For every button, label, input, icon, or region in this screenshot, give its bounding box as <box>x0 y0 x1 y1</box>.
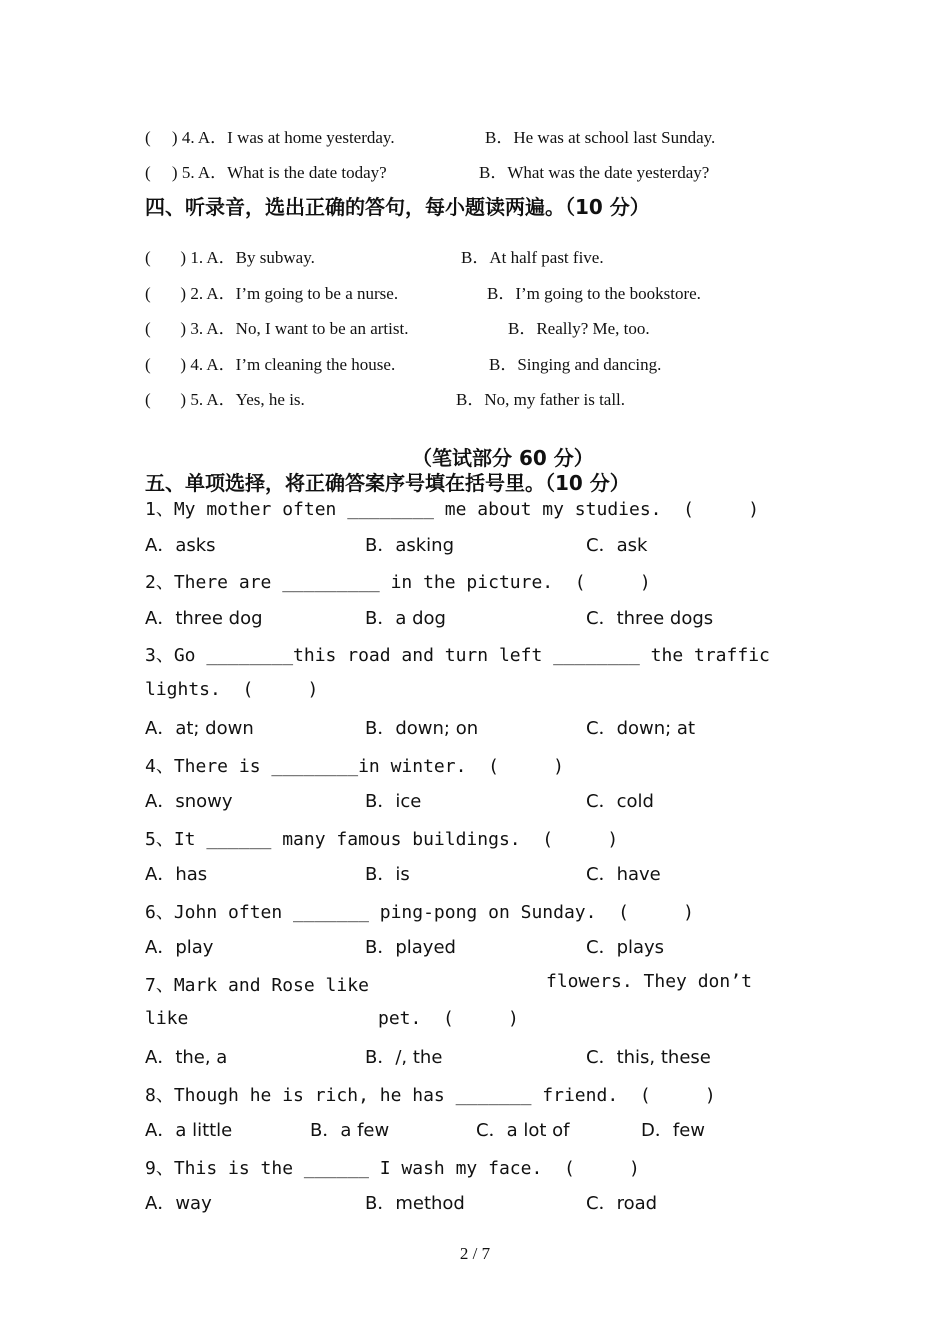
question-1: 1、My mother often ________ me about my studies. ( ) <box>145 499 760 520</box>
option-b: B．ice <box>365 791 422 812</box>
option-c: C．have <box>586 864 661 885</box>
option-a: ( ) 3. A．No, I want to be an artist. <box>145 319 409 338</box>
question-9: 9、This is the ______ I wash my face. ( ) <box>145 1158 640 1179</box>
question-7-text-a: 7、Mark and Rose like <box>145 975 369 996</box>
option-a: ( ) 5. A．Yes, he is. <box>145 390 305 409</box>
option-b: B．down; on <box>365 718 479 739</box>
option-c: C．this, these <box>586 1047 711 1068</box>
option-a: ( ) 5. A．What is the date today? <box>145 163 387 182</box>
option-b: B．No, my father is tall. <box>456 390 626 409</box>
option-a: ( ) 2. A．I’m going to be a nurse. <box>145 284 399 303</box>
option-c: C．ask <box>586 535 648 556</box>
question-8: 8、Though he is rich, he has _______ friend. ( ) <box>145 1085 716 1106</box>
option-a: A．asks <box>145 535 216 556</box>
option-a: ( ) 4. A．I’m cleaning the house. <box>145 355 396 374</box>
option-a: A．play <box>145 937 214 958</box>
option-a: A．at; down <box>145 718 254 739</box>
option-a: A．the, a <box>145 1047 228 1068</box>
question-3-line-1: 3、Go ________this road and turn left ________ the traffic <box>145 645 770 666</box>
option-a: A．a little <box>145 1120 233 1141</box>
option-a: A．snowy <box>145 791 233 812</box>
question-3-line-2: lights. ( ) <box>145 679 319 700</box>
option-b: B．Really? Me, too. <box>508 319 650 338</box>
option-c: C．plays <box>586 937 665 958</box>
question-2: 2、There are _________ in the picture. ( ) <box>145 572 651 593</box>
section-4-item-5 <box>145 385 626 445</box>
option-a: A．three dog <box>145 608 263 629</box>
option-b: B．/, the <box>365 1047 443 1068</box>
question-7-text-c: like <box>145 1008 189 1029</box>
option-a: ( ) 1. A．By subway. <box>145 248 315 267</box>
option-b: B．method <box>365 1193 465 1214</box>
section-4-title: 四、听录音，选出正确的答句，每小题读两遍。（10 分） <box>145 195 650 219</box>
question-7-text-d: pet. ( ) <box>378 1008 519 1029</box>
question-4: 4、There is ________in winter. ( ) <box>145 756 564 777</box>
option-c: C．three dogs <box>586 608 714 629</box>
option-a: ( ) 4. A．I was at home yesterday. <box>145 128 395 147</box>
option-b: B．asking <box>365 535 455 556</box>
option-c: C．cold <box>586 791 654 812</box>
question-5: 5、It ______ many famous buildings. ( ) <box>145 829 619 850</box>
option-c: C．road <box>586 1193 658 1214</box>
option-a: A．way <box>145 1193 212 1214</box>
question-6: 6、John often _______ ping-pong on Sunday. ( ) <box>145 902 695 923</box>
option-b: B．What was the date yesterday? <box>479 163 710 182</box>
option-b: B．a few <box>310 1120 390 1141</box>
option-c: C．down; at <box>586 718 696 739</box>
option-a: A．has <box>145 864 208 885</box>
option-b: B．a dog <box>365 608 446 629</box>
option-b: B．played <box>365 937 456 958</box>
option-b: B．He was at school last Sunday. <box>485 128 716 147</box>
option-b: B．is <box>365 864 410 885</box>
written-part-heading: （笔试部分 60 分） <box>412 446 594 470</box>
section-5-title: 五、单项选择，将正确答案序号填在括号里。（10 分） <box>145 471 630 495</box>
option-d: D．few <box>641 1120 705 1141</box>
page-number: 2 / 7 <box>459 1244 491 1263</box>
question-7-text-b: flowers. They don’t <box>546 971 752 992</box>
option-c: C．a lot of <box>476 1120 570 1141</box>
option-b: B．I’m going to the bookstore. <box>487 284 701 303</box>
option-b: B．At half past five. <box>461 248 604 267</box>
option-b: B．Singing and dancing. <box>489 355 662 374</box>
